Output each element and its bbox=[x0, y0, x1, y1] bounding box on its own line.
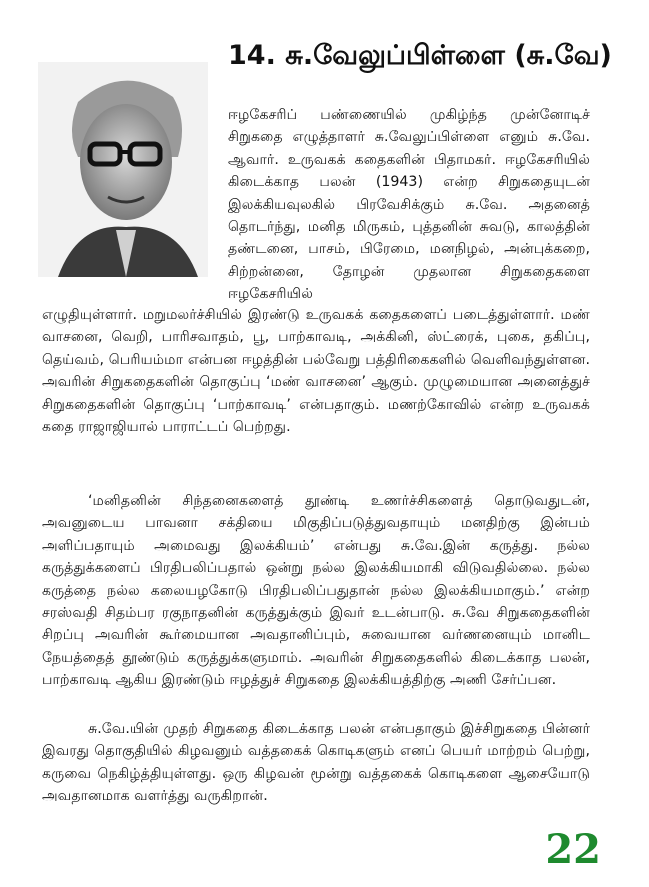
page-title: 14. சு.வேலுப்பிள்ளை (சு.வே) bbox=[228, 40, 612, 71]
intro-continuation: எழுதியுள்ளார். மறுமலர்ச்சியில் இரண்டு உருவகக் கதைகளைப் படைத்துள்ளார். மண் வாசனை, வெறி, பாரிசவாதம், பூ, பாற்காவடி, அக்கினி, ஸ்ட்ரைக், புகை, தகிப்பு, தெய்வம், பெரியம்மா என்பன ஈழத்தின் பல்வேறு பத்திரிகைகளில் வெளிவந்துள்ளன. அவரின் சிறுகதைகளின் தொகுப்பு ‘மண் வாசனை’ ஆகும். முழுமையான அனைத்துச் சிறுகதைகளின் தொகுப்பு ‘பாற்காவடி’ என்பதாகும். மணற்கோவில் என்ற உருவகக் கதை ராஜாஜியால் பாராட்டப் பெற்றது. bbox=[42, 307, 590, 436]
intro-paragraph: ஈழகேசரிப் பண்ணையில் முகிழ்ந்த முன்னோடிச் சிறுகதை எழுத்தாளர் சு.வேலுப்பிள்ளை எனும் சு.வே. ஆவார். உருவகக் கதைகளின் பிதாமகர். ஈழகேசரியில் கிடைக்காத பலன் (1943) என்ற சிறுகதையுடன் இலக்கியவுலகில் பிரவேசிக்கும் சு.வே. அதனைத் தொடர்ந்து, மனித மிருகம், புத்தனின் சுவடு, காலத்தின் தண்டனை, பாசம், பிரேமை, மனநிழல், அன்புக்கறை, சிற்றன்னை, தோழன் முதலான சிறுகதைகளை ஈழகேசரியில் bbox=[228, 107, 590, 303]
paragraph-first-story: சு.வே.யின் முதற் சிறுகதை கிடைக்காத பலன் என்பதாகும் இச்சிறுகதை பின்னர் இவரது தொகுதியில் கிழவனும் வத்தகைக் கொடிகளும் எனப் பெயர் மாற்றம் பெற்று, கருவை நெகிழ்த்தியுள்ளது. ஒரு கிழவன் மூன்று வத்தகைக் கொடிகளை ஆசையோடு அவதானமாக வளர்த்து வருகிறான். bbox=[42, 721, 590, 805]
paragraph-literature-view: ‘மனிதனின் சிந்தனைகளைத் தூண்டி உணர்ச்சிகளைத் தொடுவதுடன், அவனுடைய பாவனா சக்தியை மிகுதிப்படுத்துவதாயும் மனதிற்கு இன்பம் அளிப்பதாயும் அமைவது இலக்கியம்’ என்பது சு.வே.இன் கருத்து. நல்ல கருத்துக்களைப் பிரதிபலிப்பதால் ஒன்று நல்ல இலக்கியமாகி விடுவதில்லை. நல்ல கருத்தை நல்ல கலையழகோடு பிரதிபலிப்பதுதான் நல்ல இலக்கியமாகும்.’ என்ற சரஸ்வதி சிதம்பர ரகுநாதனின் கருத்துக்கும் இவர் உடன்பாடு. சு.வே சிறுகதைகளின் சிறப்பு அவரின் கூர்மையான அவதானிப்பும், சுவையான வர்ணனையும் மானிட நேயத்தைத் தூண்டும் கருத்துக்களுமாம். அவரின் சிறுகதைகளில் கிடைக்காத பலன், பாற்காவடி ஆகிய இரண்டும் ஈழத்துச் சிறுகதை இலக்கியத்திற்கு அணி சேர்ப்பன. bbox=[42, 493, 590, 689]
author-portrait-icon bbox=[38, 62, 208, 277]
page-number: 22 bbox=[545, 826, 601, 873]
author-photo bbox=[38, 62, 208, 277]
